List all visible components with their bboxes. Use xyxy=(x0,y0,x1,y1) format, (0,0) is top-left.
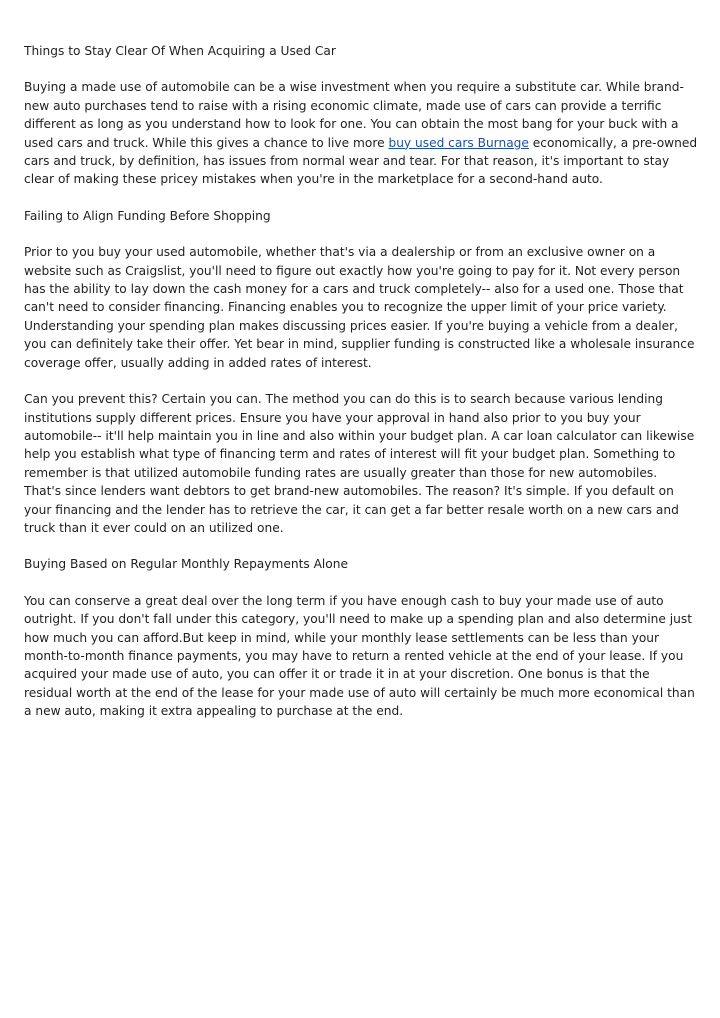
repayments-paragraph: You can conserve a great deal over the long term if you have enough cash to buy your made use of auto outright. If you don't fall under this category, you'll need to make up a spending plan and also determine just how much you can afford.But keep in mind, while your monthly lease settlements can be less than your month-to-month finance payments, you may have to return a rented vehicle at the end of your lease. If you acquired your made use of auto, you can offer it or trade it in at your discretion. One bonus is that the residual worth at the end of the lease for your made use of auto will certainly be much more economical than a new auto, making it extra appealing to purchase at the end. xyxy=(24,593,695,719)
intro-text-before-link: Buying a made use of automobile can be a wise investment when you require a substitute car. While brand-new auto purchases tend to raise with a rising economic climate, made use of cars can provide a terrific different as long as you understand how to look for one. You can obtain the most bang for your buck with a used cars and truck. While this gives a chance to live more xyxy=(24,80,684,150)
funding-paragraph-2: Can you prevent this? Certain you can. The method you can do this is to search because various lending institutions supply different prices. Ensure you have your approval in hand also prior to you buy your automobile-- it'll help maintain you in line and also within your budget plan. A car loan calculator can likewise help you establish what type of financing term and rates of interest will fit your budget plan. Something to remember is that utilized automobile funding rates are usually greater than those for new automobiles. That's since lenders want debtors to get brand-new automobiles. The reason? It's simple. If you default on your financing and the lender has to retrieve the car, it can get a far better resale worth on a new cars and truck than it ever could on an utilized one. xyxy=(24,392,695,535)
intro-paragraph xyxy=(24,78,698,188)
buy-used-cars-link[interactable]: buy used cars Burnage xyxy=(388,135,529,150)
intro-text-after-link: economically, a pre-owned cars and truck, by definition, has issues from normal wear and tear. For that reason, it's important to stay clear of making these pricey mistakes when you're in the marketplace for a second-hand auto. xyxy=(24,135,698,187)
section-heading-repayments: Buying Based on Regular Monthly Repayments Alone xyxy=(24,557,348,572)
funding-paragraph-1: Prior to you buy your used automobile, whether that's via a dealership or from an exclusive owner on a website such as Craigslist, you'll need to figure out exactly how you're going to pay for it. Not every person has the ability to lay down the cash money for a cars and truck completely-- also for a used one. Those that can't need to consider financing. Financing enables you to recognize the upper limit of your price variety. Understanding your spending plan makes discussing prices easier. If you're buying a vehicle from a dealer, you can definitely take their offer. Yet bear in mind, supplier funding is constructed like a wholesale insurance coverage offer, usually adding in added rates of interest. xyxy=(24,245,695,370)
section-heading-funding: Failing to Align Funding Before Shopping xyxy=(24,208,271,223)
page-title: Things to Stay Clear Of When Acquiring a Used Car xyxy=(24,44,336,58)
